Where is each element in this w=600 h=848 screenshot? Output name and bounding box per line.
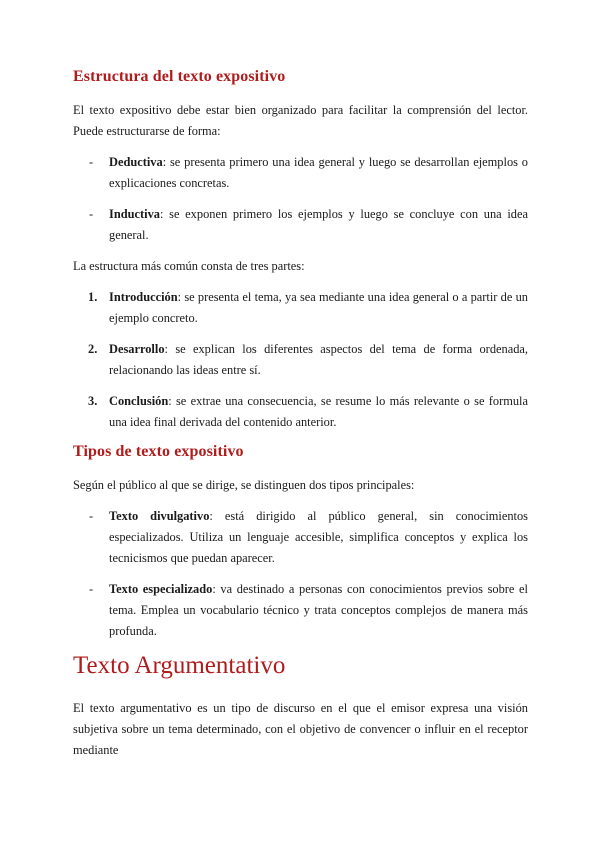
list-item [73,152,528,194]
structure-forms-list [73,152,528,246]
term: Texto divulgativo [109,509,210,523]
definition: : se exponen primero los ejemplos y luego se concluye con una idea general. [109,207,528,242]
definition: : se presenta el tema, ya sea mediante una idea general o a partir de un ejemplo concreto. [109,290,528,325]
list-marker: - [89,582,94,596]
definition: : está dirigido al público general, sin conocimientos especializados. Utiliza un lenguaje accesible, simplifica conceptos y explica los tecnicismos que puedan aparecer. [109,509,529,565]
list-item [73,339,528,381]
types-intro: Según el público al que se dirige, se distinguen dos tipos principales: [73,478,415,492]
list-item [73,287,528,329]
definition: : se explican los diferentes aspectos del tema de forma ordenada, relacionando las ideas entre sí. [109,342,528,377]
list-item [73,506,528,569]
term: Desarrollo [109,342,165,356]
list-marker: - [89,207,94,221]
definition: : se extrae una consecuencia, se resume lo más relevante o se formula una idea final derivada del contenido anterior. [109,394,528,429]
structure-intro: El texto expositivo debe estar bien organizado para facilitar la comprensión del lector. Puede estructurarse de forma: [73,103,528,138]
term: Deductiva [109,155,163,169]
list-marker: - [89,155,94,169]
list-marker: - [89,509,94,523]
list-number: 2. [88,342,98,356]
term: Introducción [109,290,178,304]
types-heading: Tipos de texto expositivo [73,443,244,460]
definition: : se presenta primero una idea general y luego se desarrollan ejemplos o explicaciones concretas. [109,155,528,190]
list-number: 3. [88,394,98,408]
structure-heading: Estructura del texto expositivo [73,68,286,85]
term: Inductiva [109,207,160,221]
list-item [73,391,528,433]
definition: : va destinado a personas con conocimientos previos sobre el tema. Emplea un vocabulario técnico y trata conceptos complejos de manera más profunda. [109,582,528,638]
term: Conclusión [109,394,169,408]
parts-intro: La estructura más común consta de tres partes: [73,259,305,273]
list-item [73,579,528,642]
parts-list [73,287,528,433]
list-number: 1. [88,290,98,304]
term: Texto especializado [109,582,213,596]
types-list [73,506,528,642]
argumentative-heading: Texto Argumentativo [73,652,286,679]
list-item [73,204,528,246]
argumentative-intro: El texto argumentativo es un tipo de discurso en el que el emisor expresa una visión subjetiva sobre un tema determinado, con el objetivo de convencer o influir en el receptor mediante [73,701,528,757]
